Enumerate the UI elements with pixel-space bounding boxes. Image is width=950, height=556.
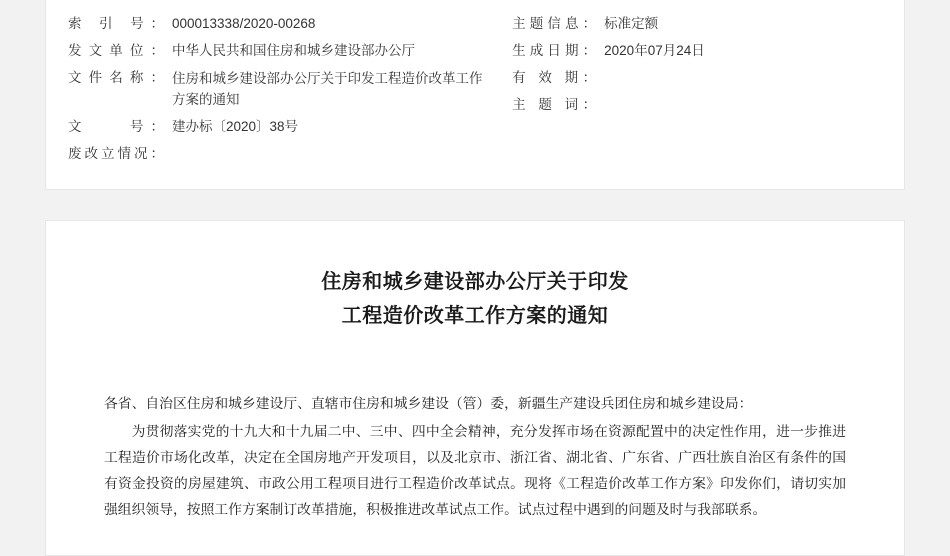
metadata-row-docnumber — [68, 117, 492, 137]
metadata-card — [45, 0, 905, 190]
metadata-right-column — [492, 14, 904, 171]
metadata-label-index: 索 引 号： — [68, 16, 164, 31]
metadata-row-created-date — [512, 41, 904, 61]
metadata-label-issuer: 发文单位： — [68, 43, 164, 58]
metadata-label-valid-period: 有 效 期： — [512, 70, 597, 85]
metadata-value-topic-info: 标准定额 — [604, 16, 659, 31]
metadata-value-docnumber: 建办标〔2020〕38号 — [172, 119, 299, 134]
metadata-left-column — [46, 14, 492, 171]
metadata-value-issuer: 中华人民共和国住房和城乡建设部办公厅 — [172, 43, 415, 58]
metadata-value-index: 000013338/2020-00268 — [172, 16, 316, 31]
metadata-row-filename — [68, 68, 492, 110]
metadata-label-keywords: 主 题 词： — [512, 97, 597, 112]
metadata-label-created-date: 生成日期： — [512, 43, 597, 58]
metadata-value-filename: 住房和城乡建设部办公厅关于印发工程造价改革工作方案的通知 — [172, 71, 483, 107]
metadata-row-issuer — [68, 41, 492, 61]
document-paragraph-1: 为贯彻落实党的十九大和十九届二中、三中、四中全会精神，充分发挥市场在资源配置中的决定性作用，进一步推进工程造价市场化改革，决定在全国房地产开发项目，以及北京市、浙江省、湖北省、广东省、广西壮族自治区有条件的国有资金投资的房屋建筑、市政公用工程项目进行工程造价改革试点。现将《工程造价改革工作方案》印发你们，请切实加强组织领导，按照工作方案制订改革措施，积极推进改革试点工作。试点过程中遇到的问题及时与我部联系。 — [104, 424, 846, 517]
metadata-row-topic-info — [512, 14, 904, 34]
metadata-label-revision: 废改立情况： — [68, 146, 164, 161]
metadata-value-created-date: 2020年07月24日 — [604, 43, 705, 58]
metadata-row-keywords — [512, 95, 904, 115]
document-body — [104, 391, 846, 523]
metadata-label-filename: 文件名称： — [68, 70, 164, 85]
metadata-row-revision — [68, 144, 492, 164]
metadata-grid — [46, 14, 904, 171]
metadata-row-valid-period — [512, 68, 904, 88]
metadata-label-topic-info: 主题信息： — [512, 16, 597, 31]
page-title-line-2: 工程造价改革工作方案的通知 — [341, 305, 609, 327]
page-title — [104, 265, 846, 333]
page-title-line-1: 住房和城乡建设部办公厅关于印发 — [321, 271, 629, 293]
metadata-row-index — [68, 14, 492, 34]
document-salutation: 各省、自治区住房和城乡建设厅、直辖市住房和城乡建设（管）委，新疆生产建设兵团住房和城乡建设局： — [104, 396, 753, 411]
metadata-label-docnumber: 文 号： — [68, 119, 164, 134]
document-content-card — [45, 220, 905, 556]
